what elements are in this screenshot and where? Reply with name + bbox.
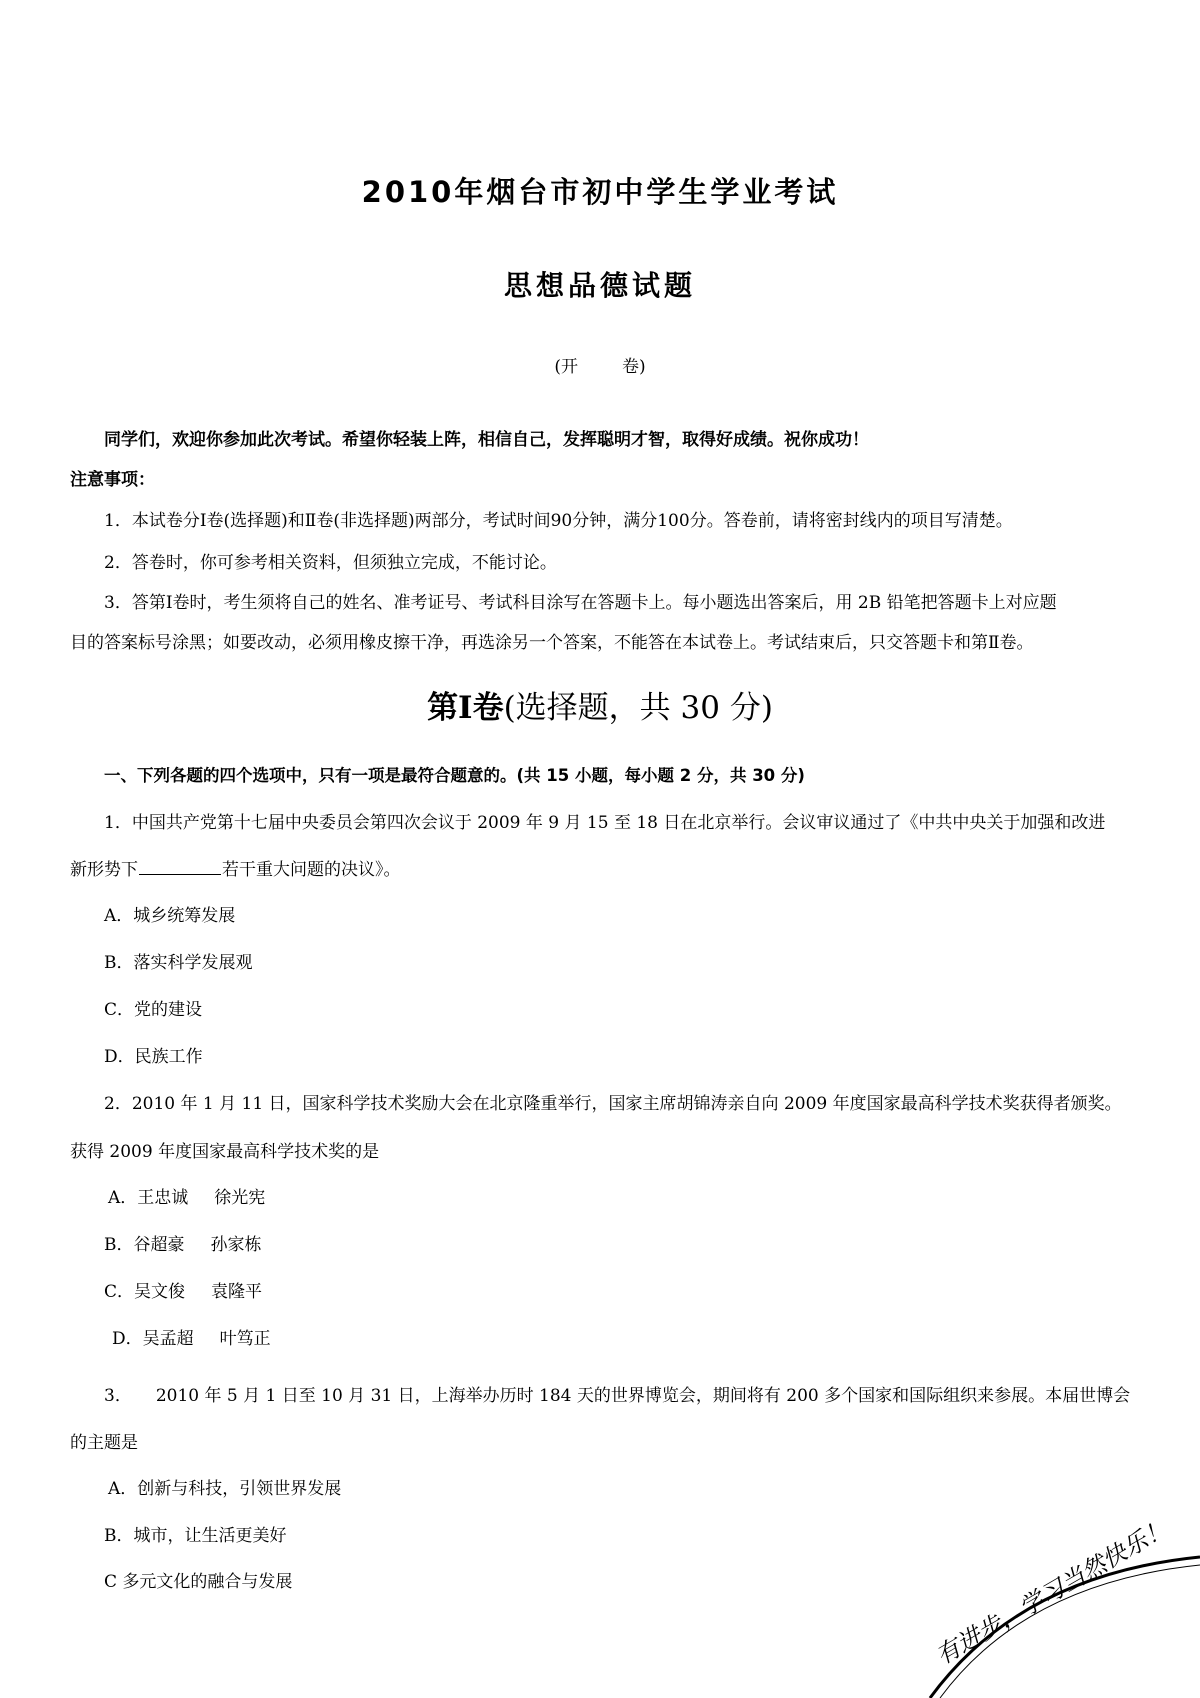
question-2-line-1: 2．2010 年 1 月 11 日，国家科学技术奖励大会在北京隆重举行，国家主席胡锦涛亲自向 2009 年度国家最高科学技术奖获得者颁奖。 <box>104 1094 1122 1114</box>
exam-mode <box>0 352 1200 377</box>
question-2-option-a-name-1: A．王忠诚 <box>108 1188 189 1208</box>
notice-item-3-line-1: 3．答第Ⅰ卷时，考生须将自己的姓名、准考证号、考试科目涂写在答题卡上。每小题选出答案后，用 2B 铅笔把答题卡上对应题 <box>104 593 1057 613</box>
exam-mode-close: 卷) <box>622 357 646 377</box>
question-2-option-c-name-1: C．吴文俊 <box>104 1282 186 1302</box>
question-2-option-d-name-2: 叶笃正 <box>219 1329 271 1349</box>
question-2-option-b-name-2: 孙家栋 <box>210 1235 262 1255</box>
question-3-option-b: B．城市，让生活更美好 <box>104 1526 287 1546</box>
question-1-text-after-blank: 若干重大问题的决议》。 <box>222 860 401 880</box>
notice-item-3-line-2: 目的答案标号涂黑；如要改动，必须用橡皮擦干净，再选涂另一个答案，不能答在本试卷上。考试结束后，只交答题卡和第Ⅱ卷。 <box>70 633 1034 653</box>
question-1-blank <box>139 860 221 875</box>
notice-item-1: 1．本试卷分Ⅰ卷(选择题)和Ⅱ卷(非选择题)两部分，考试时间90分钟，满分100分。答卷前，请将密封线内的项目写清楚。 <box>104 511 1013 531</box>
footer-slogan-text: 有进步，学习当然快乐！ <box>931 1513 1174 1671</box>
section-title <box>0 682 1200 727</box>
question-2-option-b-name-1: B．谷超豪 <box>104 1235 185 1255</box>
section-instruction: 一、下列各题的四个选项中，只有一项是最符合题意的。(共 15 小题，每小题 2 分，共 30 分) <box>104 766 805 785</box>
question-1-line-1: 1．中国共产党第十七届中央委员会第四次会议于 2009 年 9 月 15 至 18 日在北京举行。会议审议通过了《中共中央关于加强和改进 <box>104 813 1106 833</box>
exam-subject: 思想品德试题 <box>503 269 696 302</box>
section-title-rest: (选择题，共 30 分) <box>503 690 773 726</box>
question-3-option-c: C 多元文化的融合与发展 <box>104 1572 293 1592</box>
question-1-option-c: C．党的建设 <box>104 1000 203 1020</box>
question-2-option-d-name-1: D．吴孟超 <box>112 1329 194 1349</box>
question-1-line-2 <box>70 855 401 880</box>
question-1-text-before-blank: 新形势下 <box>70 860 138 880</box>
question-2-option-d <box>112 1324 271 1349</box>
question-2-option-b <box>104 1230 262 1255</box>
question-2-option-c-name-2: 袁隆平 <box>211 1282 263 1302</box>
greeting-text: 同学们，欢迎你参加此次考试。希望你轻装上阵，相信自己，发挥聪明才智，取得好成绩。祝你成功！ <box>104 430 869 450</box>
footer-slogan-decoration <box>900 1505 1200 1698</box>
question-3-line-1 <box>104 1381 1130 1406</box>
question-2-line-2: 获得 2009 年度国家最高科学技术奖的是 <box>70 1142 380 1162</box>
question-1-option-b: B．落实科学发展观 <box>104 953 253 973</box>
question-3-line-2: 的主题是 <box>70 1433 138 1453</box>
question-3-option-a: A．创新与科技，引领世界发展 <box>108 1479 342 1499</box>
question-2-option-c <box>104 1277 262 1302</box>
question-3-stem: 2010 年 5 月 1 日至 10 月 31 日，上海举办历时 184 天的世界博览会，期间将有 200 多个国家和国际组织来参展。本届世博会 <box>155 1386 1131 1406</box>
question-3-number: 3． <box>104 1386 132 1406</box>
question-1-option-d: D．民族工作 <box>104 1047 203 1067</box>
notice-heading: 注意事项： <box>70 470 155 490</box>
section-title-bold: 第Ⅰ卷 <box>427 690 504 726</box>
exam-title: 2010年烟台市初中学生学业考试 <box>361 175 839 209</box>
question-2-option-a-name-2: 徐光宪 <box>214 1188 266 1208</box>
question-2-option-a <box>108 1183 265 1208</box>
exam-mode-open: (开 <box>554 357 578 377</box>
notice-item-2: 2．答卷时，你可参考相关资料，但须独立完成，不能讨论。 <box>104 553 557 573</box>
question-1-option-a: A．城乡统筹发展 <box>104 906 236 926</box>
